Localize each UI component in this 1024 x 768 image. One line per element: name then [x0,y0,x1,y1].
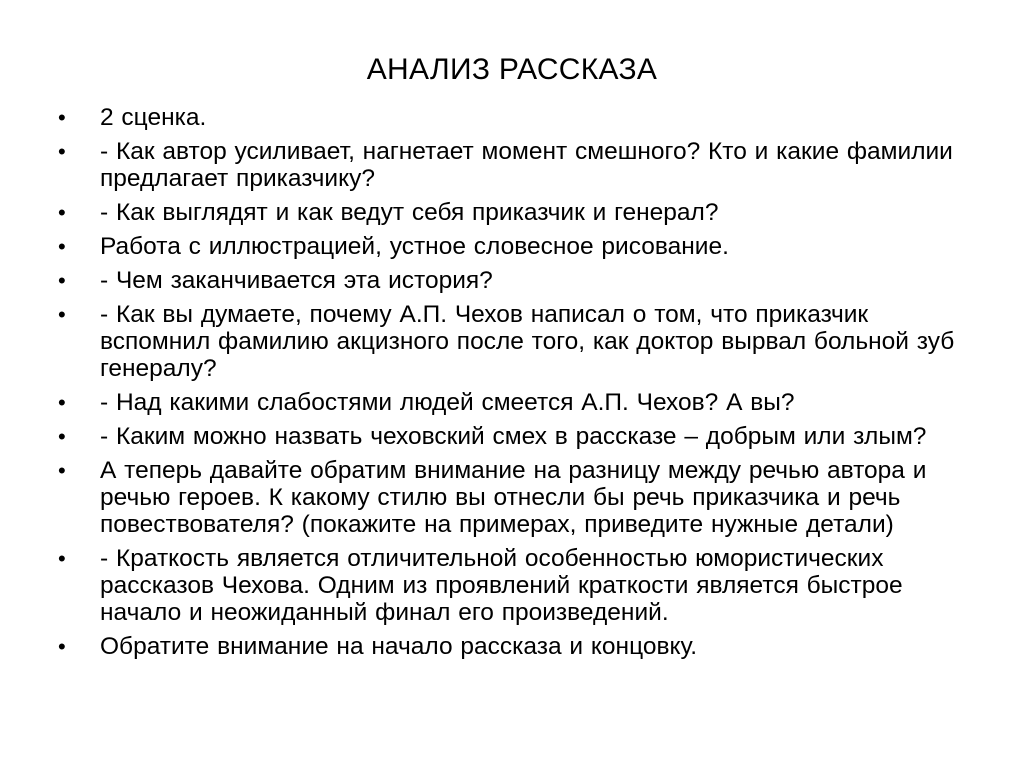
bullet-icon: • [58,302,66,327]
list-item-text: 2 сценка. [100,104,207,131]
list-item [58,457,958,538]
list-item [58,233,958,260]
list-item [58,545,958,626]
bullet-icon: • [58,546,66,571]
bullet-icon: • [58,200,66,225]
list-item-text: - Как автор усиливает, нагнетает момент смешного? Кто и какие фамилии предлагает приказчику? [100,138,953,192]
list-item-text: - Краткость является отличительной особенностью юмористических рассказов Чехова. Одним из проявлений краткости является быстрое начало и неожиданный финал его произведений. [100,545,903,626]
list-item-text: - Каким можно назвать чеховский смех в рассказе – добрым или злым? [100,423,927,450]
slide-title: АНАЛИЗ РАССКАЗА [366,53,658,86]
bullet-icon: • [58,234,66,259]
list-item-text: - Чем заканчивается эта история? [100,267,493,294]
list-item [58,301,958,382]
bullet-icon: • [58,424,66,449]
bullet-icon: • [58,390,66,415]
bullet-icon: • [58,458,66,483]
bullet-icon: • [58,105,66,130]
list-item-text: Работа с иллюстрацией, устное словесное рисование. [100,233,729,260]
list-item [58,389,958,416]
list-item-text: А теперь давайте обратим внимание на разницу между речью автора и речью героев. К какому стилю вы отнесли бы речь приказчика и речь повествователя? (покажите на примерах, приведите нужные детали) [100,457,927,538]
bullet-list [58,104,958,667]
list-item [58,633,958,660]
list-item [58,199,958,226]
list-item-text: - Над какими слабостями людей смеется А.П. Чехов? А вы? [100,389,795,416]
list-item [58,104,958,131]
list-item-text: - Как вы думаете, почему А.П. Чехов написал о том, что приказчик вспомнил фамилию акцизного после того, как доктор вырвал больной зуб генералу? [100,301,955,382]
list-item [58,138,958,192]
bullet-icon: • [58,268,66,293]
list-item [58,423,958,450]
bullet-icon: • [58,634,66,659]
list-item [58,267,958,294]
bullet-icon: • [58,139,66,164]
list-item-text: Обратите внимание на начало рассказа и концовку. [100,633,698,660]
list-item-text: - Как выглядят и как ведут себя приказчик и генерал? [100,199,719,226]
